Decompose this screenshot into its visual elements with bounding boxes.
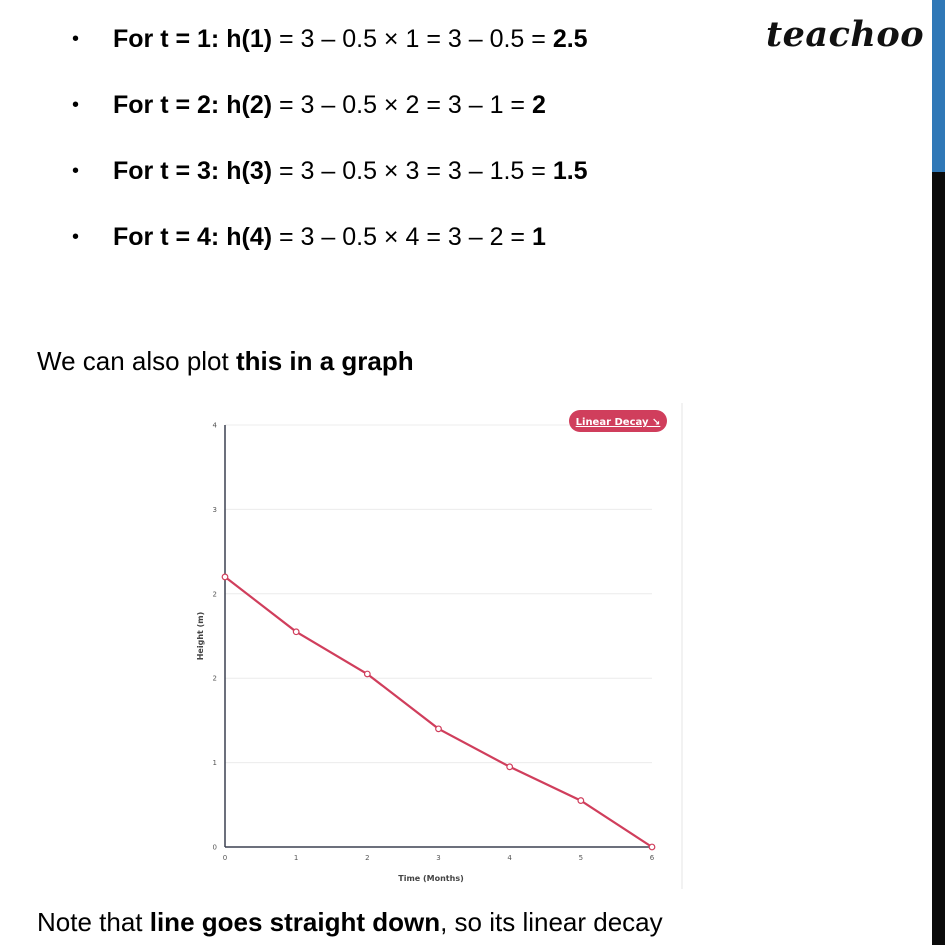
y-axis-title: Height (m) xyxy=(196,611,205,661)
bullet-icon: • xyxy=(72,160,80,182)
calc-expression: = 3 – 0.5 × 4 = 3 – 2 = xyxy=(272,223,532,251)
chart-background xyxy=(185,403,685,889)
x-tick-label: 5 xyxy=(578,854,584,862)
x-tick-label: 4 xyxy=(507,854,512,862)
calculation-line xyxy=(113,20,588,58)
intro-text xyxy=(37,346,414,377)
calc-result: 2 xyxy=(531,91,546,119)
legend-badge-label: Linear Decay ↘ xyxy=(575,417,661,428)
linear-decay-chart xyxy=(185,403,685,889)
bullet-icon: • xyxy=(72,94,80,116)
calc-function: h(2) xyxy=(226,91,273,119)
bullet-icon: • xyxy=(72,28,80,50)
intro-prefix: We can also plot xyxy=(37,346,236,376)
data-point xyxy=(293,629,299,635)
bullet-icon: • xyxy=(72,226,80,248)
note-prefix: Note that xyxy=(37,907,150,937)
data-point xyxy=(507,764,513,770)
calc-result: 1 xyxy=(531,223,546,251)
y-tick-label: 2 xyxy=(212,674,217,683)
data-point xyxy=(649,844,655,850)
y-tick-label: 3 xyxy=(212,505,217,514)
data-point xyxy=(436,726,442,732)
x-axis-title: Time (Months) xyxy=(398,874,464,883)
calculation-line xyxy=(113,218,546,256)
data-point xyxy=(578,798,584,804)
calc-result: 1.5 xyxy=(552,157,588,185)
x-tick-label: 1 xyxy=(293,854,299,862)
y-tick-label: 4 xyxy=(212,421,217,430)
y-tick-label: 2 xyxy=(212,590,217,599)
x-tick-label: 2 xyxy=(365,854,370,862)
calc-label: For t = 2: xyxy=(113,91,220,119)
edge-bar xyxy=(932,172,945,945)
calc-expression: = 3 – 0.5 × 3 = 3 – 1.5 = xyxy=(272,157,553,185)
calc-label: For t = 4: xyxy=(113,223,220,251)
x-tick-label: 6 xyxy=(649,854,655,862)
note-suffix: , so its linear decay xyxy=(440,907,663,937)
calc-function: h(4) xyxy=(226,223,273,251)
data-point xyxy=(222,574,228,580)
y-tick-label: 0 xyxy=(212,843,217,852)
calc-expression: = 3 – 0.5 × 1 = 3 – 0.5 = xyxy=(272,25,553,53)
edge-scroll-indicator xyxy=(932,0,945,172)
calc-label: For t = 1: xyxy=(113,25,220,53)
calculation-line xyxy=(113,152,588,190)
chart-svg xyxy=(185,403,685,889)
calculation-line xyxy=(113,86,546,124)
x-tick-label: 0 xyxy=(222,854,228,862)
calc-function: h(1) xyxy=(226,25,273,53)
y-tick-label: 1 xyxy=(212,759,217,768)
legend-badge[interactable] xyxy=(569,410,667,432)
intro-emphasis: this in a graph xyxy=(235,346,414,376)
calc-function: h(3) xyxy=(226,157,273,185)
teachoo-logo: teachoo xyxy=(766,14,925,55)
data-point xyxy=(365,671,371,677)
calc-result: 2.5 xyxy=(552,25,588,53)
note-emphasis: line goes straight down xyxy=(149,907,441,937)
x-tick-label: 3 xyxy=(436,854,441,862)
calc-expression: = 3 – 0.5 × 2 = 3 – 1 = xyxy=(272,91,532,119)
calc-label: For t = 3: xyxy=(113,157,220,185)
note-text xyxy=(37,907,663,938)
